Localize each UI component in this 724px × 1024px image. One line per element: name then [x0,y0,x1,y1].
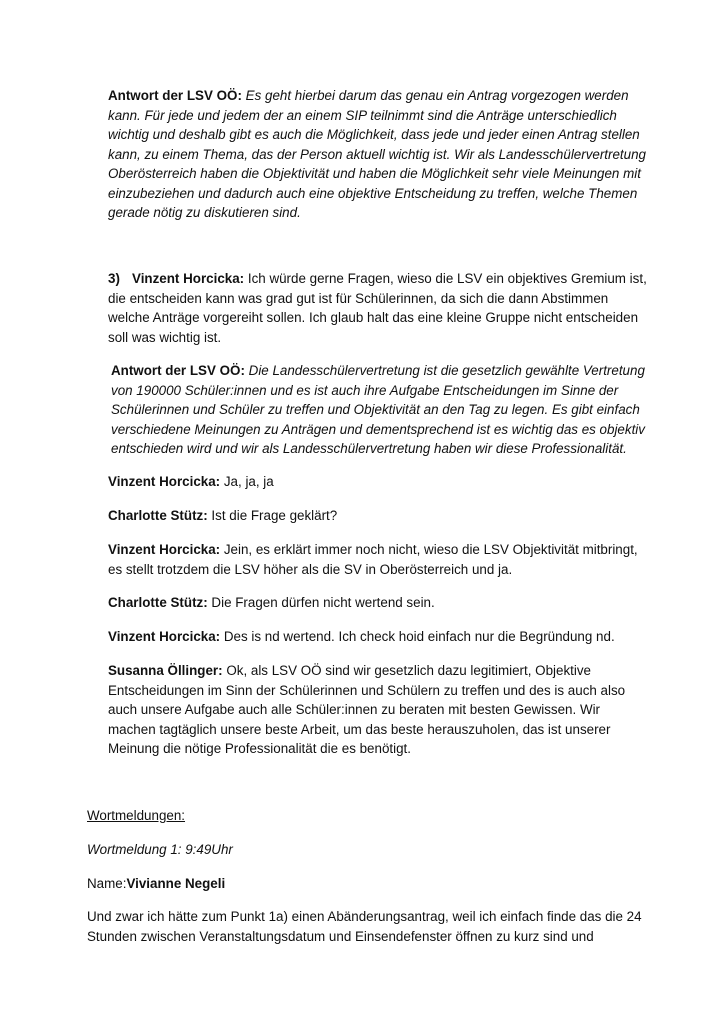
name-label: Name: [87,876,127,891]
dialogue-text: Des is nd wertend. Ich check hoid einfach nur die Begründung nd. [223,629,615,644]
dialogue-text: Die Fragen dürfen nicht wertend sein. [211,595,435,610]
dialogue-text: Jein, es erklärt immer noch nicht, wieso die LSV Objektivität mitbringt, es stellt trotzdem die LSV höher als die SV in Oberösterreich und ja. [108,542,638,577]
entry-text: Und zwar ich hätte zum Punkt 1a) einen Abänderungsantrag, weil ich einfach finde das die 24 Stunden zwischen Veranstaltungsdatum und Einsendefenster öffnen zu kurz sind und [87,909,642,944]
speaker-label: Antwort der LSV OÖ: [111,363,245,378]
wortmeldung-text [87,907,647,946]
question-text: Ich würde gerne Fragen, wieso die LSV ein objektives Gremium ist, die entscheiden kann was grad gut ist für Schülerinnen, da sich die dann Abstimmen welche Anträge vorgereiht sollen. Ich glaub halt das eine kleine Gruppe nicht entscheiden soll was wichtig ist. [108,271,647,345]
question-3 [108,269,648,347]
speaker-label: Vinzent Horcicka: [108,474,221,489]
answer-text: Die Landesschülervertretung ist die gesetzlich gewählte Vertretung von 190000 Schüler:innen und es ist auch ihre Aufgabe Entscheidungen im Sinne der Schülerinnen und Schüler zu treffen und Objektivität an den Tag zu legen. Es gibt einfach verschiedene Meinungen zu Anträgen und dementsprechend ist es wichtig das es objektiv entschieden wird und wir als Landesschülervertretung haben wir diese Professionalität. [111,363,645,456]
speaker-label: Vinzent Horcicka: [132,271,245,286]
answer-3 [111,361,651,459]
speaker-label: Charlotte Stütz: [108,508,208,523]
speaker-label: Antwort der LSV OÖ: [108,88,242,103]
name-value: Vivianne Negeli [126,876,226,891]
wortmeldungen-heading [87,806,647,826]
wortmeldung-label [87,840,647,860]
section-heading: Wortmeldungen: [87,808,186,823]
dialogue-line [108,506,648,526]
speaker-label: Vinzent Horcicka: [108,629,221,644]
speaker-label: Vinzent Horcicka: [108,542,221,557]
dialogue-text: Ok, als LSV OÖ sind wir gesetzlich dazu legitimiert, Objektive Entscheidungen im Sinn der Schülerinnen und Schülern zu treffen und des is auch also auch unsere Aufgabe auch alle Schüler:innen zu beraten mit besten Gewissen. Wir machen tagtäglich unsere beste Arbeit, um das beste herauszuholen, das ist unserer Meinung die nötige Professionalität die es benötigt. [108,663,626,756]
dialogue-line [108,593,648,613]
dialogue-text: Ist die Frage geklärt? [211,508,338,523]
dialogue-line [108,472,648,492]
wortmeldung-name [87,874,647,894]
dialogue-line [108,627,648,647]
speaker-label: Charlotte Stütz: [108,595,208,610]
dialogue-line [108,661,648,759]
entry-label: Wortmeldung 1: 9:49Uhr [87,842,233,857]
speaker-label: Susanna Öllinger: [108,663,223,678]
dialogue-text: Ja, ja, ja [223,474,274,489]
question-number: 3) [108,271,120,286]
answer-text: Es geht hierbei darum das genau ein Antrag vorgezogen werden kann. Für jede und jedem der an einem SIP teilnimmt sind die Anträge unterschiedlich wichtig und deshalb gibt es auch die Möglichkeit, dass jede und jeder einen Antrag stellen kann, zu einem Thema, das der Person aktuell wichtig ist. Wir als Landesschülervertretung Oberösterreich haben die Objektivität und haben die Möglichkeit sehr viele Meinungen mit einzubeziehen und dadurch auch eine objektive Entscheidung zu treffen, welche Themen gerade nötig zu diskutieren sind. [108,88,646,220]
dialogue-line [108,540,648,579]
answer-2 [108,86,648,223]
